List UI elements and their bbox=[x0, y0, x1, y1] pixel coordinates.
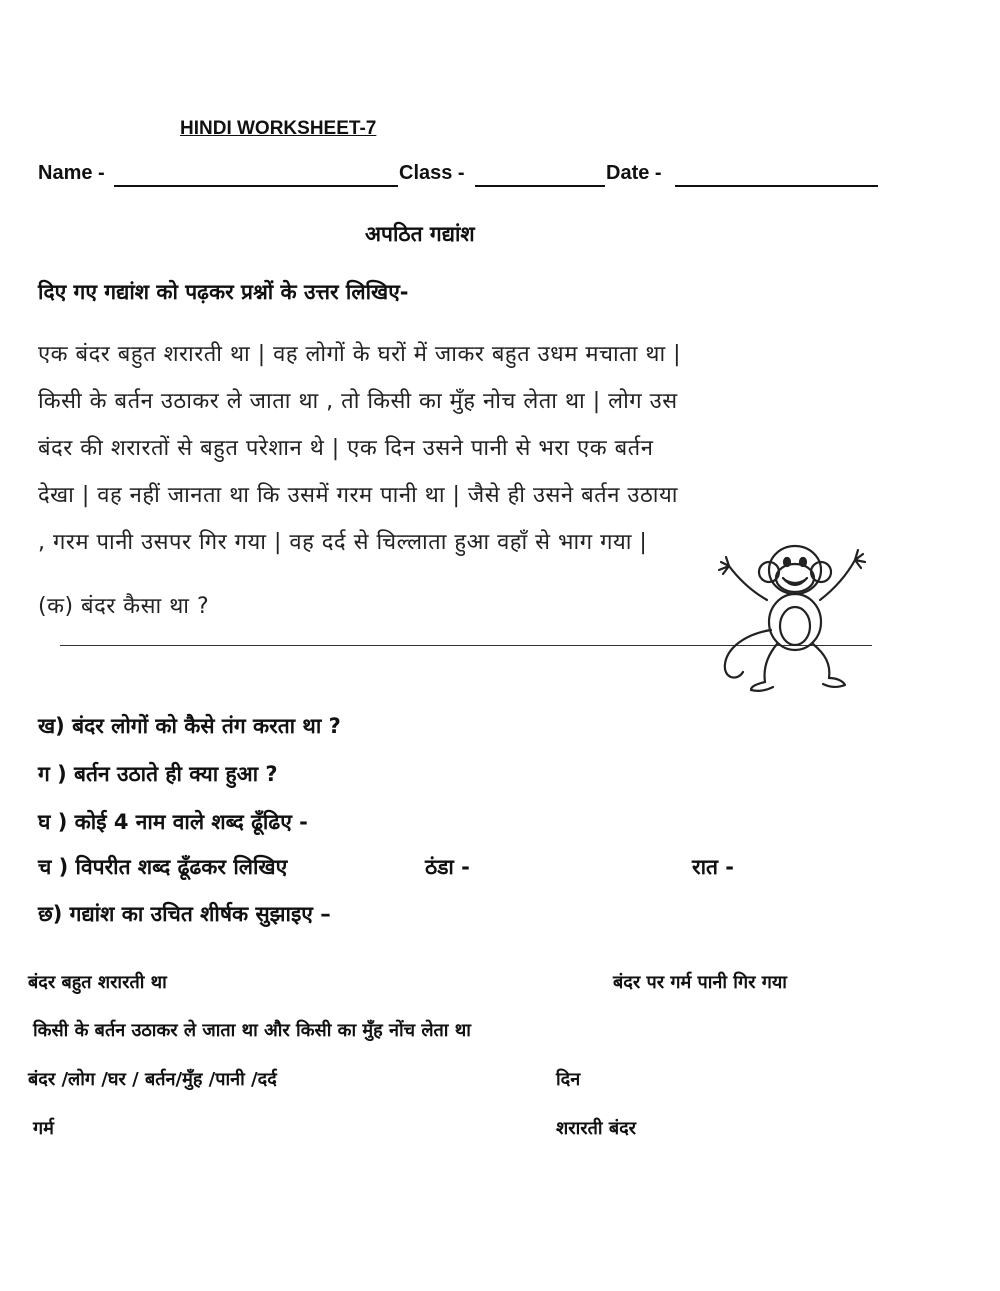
antonym-raat-label: रात - bbox=[692, 855, 735, 879]
answer-option[interactable]: गर्म bbox=[33, 1118, 54, 1139]
passage-line: देखा | वह नहीं जानता था कि उसमें गरम पानी था | जैसे ही उसने बर्तन उठाया bbox=[38, 483, 678, 508]
answer-option[interactable]: किसी के बर्तन उठाकर ले जाता था और किसी का मुँह नोंच लेता था bbox=[33, 1020, 471, 1041]
passage-line: , गरम पानी उसपर गिर गया | वह दर्द से चिल्लाता हुआ वहाँ से भाग गया | bbox=[38, 530, 648, 555]
class-blank[interactable] bbox=[475, 185, 605, 187]
name-blank[interactable] bbox=[114, 185, 398, 187]
class-label: Class - bbox=[399, 162, 465, 184]
section-title: अपठित गद्यांश bbox=[365, 222, 475, 246]
student-info-row bbox=[38, 160, 888, 192]
worksheet-title: HINDI WORKSHEET-7 bbox=[180, 118, 377, 139]
answer-option[interactable]: बंदर पर गर्म पानी गिर गया bbox=[613, 972, 787, 993]
date-label: Date - bbox=[606, 162, 662, 184]
question-kha: ख) बंदर लोगों को कैसे तंग करता था ? bbox=[38, 714, 341, 738]
answer-option[interactable]: बंदर /लोग /घर / बर्तन/मुँह /पानी /दर्द bbox=[28, 1069, 277, 1090]
question-gha: घ ) कोई 4 नाम वाले शब्द ढूँढिए - bbox=[38, 810, 308, 834]
antonym-thanda-label: ठंडा - bbox=[425, 855, 470, 879]
monkey-illustration bbox=[705, 522, 885, 697]
answer-option[interactable]: दिन bbox=[556, 1069, 581, 1090]
passage-line: बंदर की शरारतों से बहुत परेशान थे | एक दिन उसने पानी से भरा एक बर्तन bbox=[38, 436, 654, 461]
name-label: Name - bbox=[38, 162, 105, 184]
passage-line: एक बंदर बहुत शरारती था | वह लोगों के घरों में जाकर बहुत उधम मचाता था | bbox=[38, 342, 682, 367]
answer-option[interactable]: बंदर बहुत शरारती था bbox=[28, 972, 167, 993]
date-blank[interactable] bbox=[675, 185, 878, 187]
passage-line: किसी के बर्तन उठाकर ले जाता था , तो किसी का मुँह नोच लेता था | लोग उस bbox=[38, 389, 678, 414]
answer-option[interactable]: शरारती बंदर bbox=[556, 1118, 637, 1139]
question-chha: छ) गद्यांश का उचित शीर्षक सुझाइए – bbox=[38, 902, 331, 926]
question-ka: (क) बंदर कैसा था ? bbox=[38, 594, 210, 619]
question-ga: ग ) बर्तन उठाते ही क्या हुआ ? bbox=[38, 762, 278, 786]
instruction-text: दिए गए गद्यांश को पढ़कर प्रश्नों के उत्तर लिखिए- bbox=[38, 280, 409, 304]
question-cha: च ) विपरीत शब्द ढूँढकर लिखिए bbox=[38, 855, 288, 879]
